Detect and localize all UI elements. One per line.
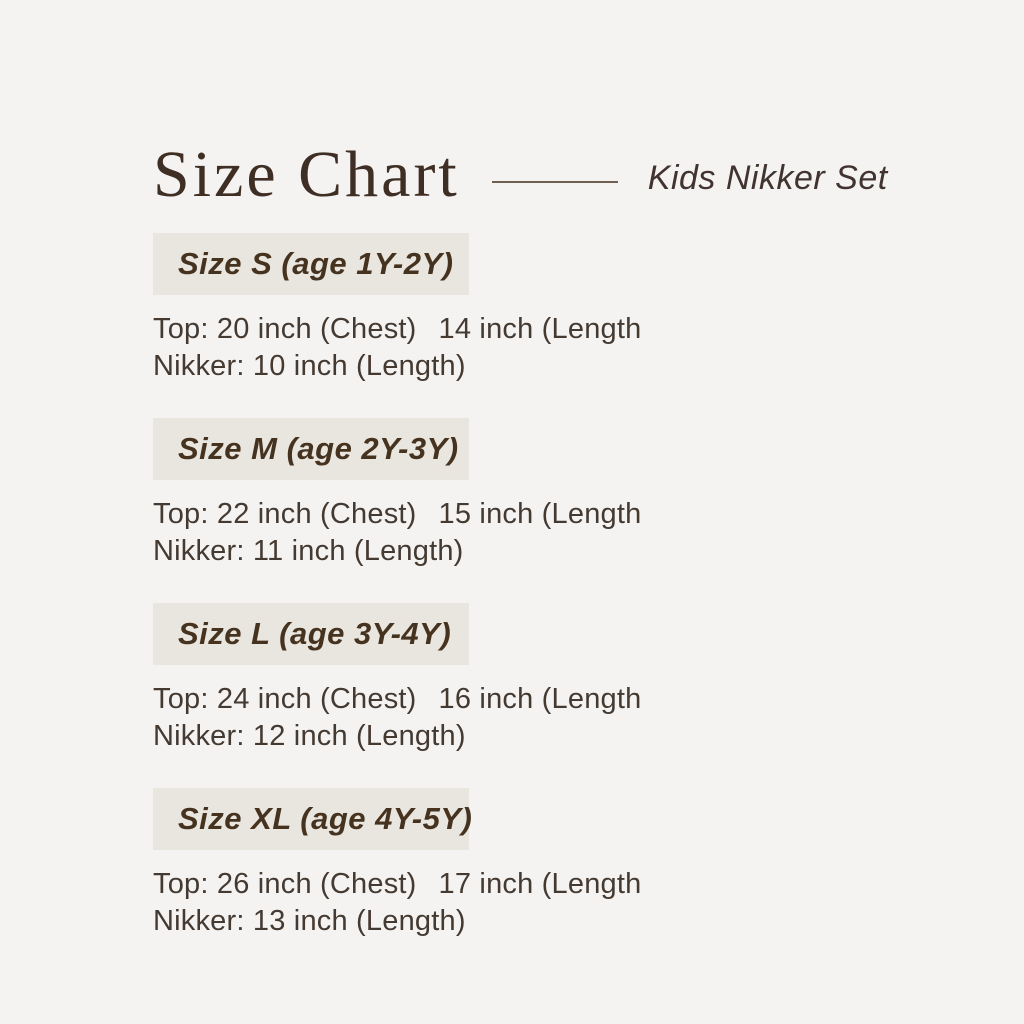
size-section-s <box>153 233 964 385</box>
nikker-measurement-line: Nikker: 10 inch (Length) <box>153 350 466 383</box>
size-badge-label: Size XL (age 4Y-5Y) <box>178 801 473 837</box>
size-measurements <box>153 311 964 385</box>
nikker-measurement-line: Nikker: 11 inch (Length) <box>153 535 464 568</box>
top-chest-value: Top: 24 inch (Chest) <box>153 683 417 716</box>
size-measurements <box>153 866 964 940</box>
size-section-l <box>153 603 964 755</box>
top-length-value: 17 inch (Length <box>438 868 642 901</box>
top-measurement-line <box>153 866 964 903</box>
size-badge-s <box>153 233 469 295</box>
page-title: Size Chart <box>153 138 460 211</box>
size-badge-m <box>153 418 469 480</box>
size-badge-label: Size S (age 1Y-2Y) <box>178 246 454 282</box>
size-measurements <box>153 681 964 755</box>
page-header <box>153 140 964 209</box>
top-measurement-line <box>153 311 964 348</box>
top-length-value: 15 inch (Length <box>438 498 642 531</box>
top-measurement-line <box>153 496 964 533</box>
size-badge-l <box>153 603 469 665</box>
size-badge-xl <box>153 788 473 850</box>
size-section-xl <box>153 788 964 940</box>
size-badge-label: Size L (age 3Y-4Y) <box>178 616 452 652</box>
top-chest-value: Top: 22 inch (Chest) <box>153 498 417 531</box>
top-length-value: 14 inch (Length <box>438 313 642 346</box>
top-measurement-line <box>153 681 964 718</box>
top-chest-value: Top: 20 inch (Chest) <box>153 313 417 346</box>
title-divider-line <box>492 181 618 183</box>
nikker-measurement-line: Nikker: 13 inch (Length) <box>153 905 466 938</box>
nikker-measurement-line: Nikker: 12 inch (Length) <box>153 720 466 753</box>
size-badge-label: Size M (age 2Y-3Y) <box>178 431 459 467</box>
top-chest-value: Top: 26 inch (Chest) <box>153 868 417 901</box>
product-name: Kids Nikker Set <box>647 159 888 198</box>
size-section-m <box>153 418 964 570</box>
size-measurements <box>153 496 964 570</box>
top-length-value: 16 inch (Length <box>438 683 642 716</box>
